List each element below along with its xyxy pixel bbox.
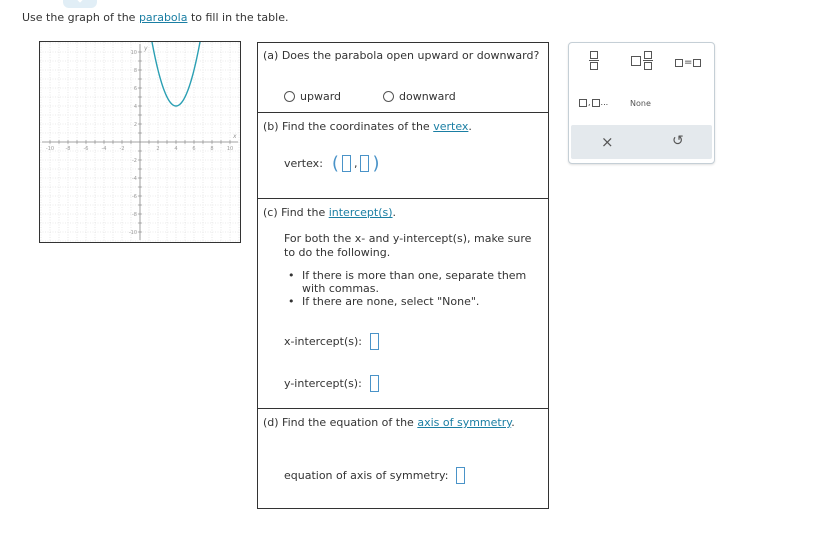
- instructions: Use the graph of the parabola to fill in the table.: [22, 11, 289, 24]
- y-tick-label: 10: [130, 50, 137, 56]
- x-tick-label: -6: [83, 146, 89, 152]
- part-c-question: (c) Find the intercept(s).: [263, 206, 397, 219]
- y-tick-label: -4: [132, 176, 137, 182]
- axis-symmetry-row: equation of axis of symmetry:: [284, 467, 465, 484]
- y-tick-label: 4: [133, 104, 137, 110]
- vertex-y-input[interactable]: [360, 155, 369, 172]
- fraction-icon: [589, 51, 599, 70]
- palette-actions: [571, 125, 712, 159]
- downward-radio[interactable]: downward: [383, 90, 456, 103]
- equation-button[interactable]: =: [675, 57, 701, 68]
- axis-of-symmetry-input[interactable]: [456, 467, 465, 484]
- equals-icon: [675, 59, 683, 67]
- part-b-question: (b) Find the coordinates of the vertex.: [263, 120, 472, 133]
- part-c-instructions: For both the x- and y-intercept(s), make sure to do the following.: [284, 232, 532, 259]
- y-tick-label: -10: [128, 230, 137, 236]
- x-tick-label: 10: [226, 146, 234, 152]
- part-c-cell: [258, 199, 548, 409]
- x-tick-label: 2: [156, 146, 160, 152]
- undo-icon[interactable]: ↺: [672, 133, 684, 149]
- x-tick-label: -10: [45, 146, 55, 152]
- y-intercept-input[interactable]: [370, 375, 379, 392]
- parabola-graph: [39, 41, 241, 243]
- sequence-icon: [579, 99, 587, 107]
- x-tick-label: 4: [174, 146, 178, 152]
- y-tick-label: 6: [133, 86, 137, 92]
- clear-icon[interactable]: ×: [601, 133, 614, 151]
- y-tick-label: -6: [132, 194, 137, 200]
- vertex-x-input[interactable]: [342, 155, 351, 172]
- y-tick-label: 2: [133, 122, 137, 128]
- y-intercept-row: y-intercept(s):: [284, 375, 379, 392]
- math-palette: [568, 42, 715, 164]
- part-d-cell: [258, 409, 548, 508]
- x-tick-label: 8: [210, 146, 214, 152]
- axis-of-symmetry-link[interactable]: axis of symmetry: [417, 416, 512, 429]
- x-tick-label: 6: [192, 146, 196, 152]
- x-tick-label: -2: [119, 146, 125, 152]
- x-tick-label: -4: [101, 146, 107, 152]
- part-d-question: (d) Find the equation of the axis of symmetry.: [263, 416, 515, 429]
- x-axis-label: x: [233, 133, 237, 140]
- upward-radio-circle[interactable]: [284, 91, 295, 102]
- collapse-tab[interactable]: [63, 0, 97, 8]
- part-b-cell: [258, 113, 548, 199]
- y-tick-label: -8: [132, 212, 137, 218]
- upward-radio[interactable]: upward: [284, 90, 341, 103]
- mixed-number-icon: [631, 56, 641, 66]
- part-a-cell: [258, 43, 548, 113]
- y-tick-label: -2: [132, 158, 137, 164]
- mixed-number-button[interactable]: [631, 51, 653, 70]
- fraction-button[interactable]: [589, 51, 599, 70]
- part-a-question: (a) Does the parabola open upward or downward?: [263, 49, 540, 62]
- vertex-link[interactable]: vertex: [433, 120, 469, 133]
- intercepts-link[interactable]: intercept(s): [328, 206, 393, 219]
- x-tick-label: -8: [65, 146, 71, 152]
- tick-labels: [46, 45, 237, 236]
- y-axis-label: y: [144, 45, 148, 52]
- none-button[interactable]: None: [630, 99, 651, 108]
- axes: [42, 44, 238, 240]
- vertex-input-row: vertex: ( , ): [284, 153, 380, 174]
- x-intercept-row: x-intercept(s):: [284, 333, 379, 350]
- graph-svg: [40, 42, 240, 242]
- x-intercept-input[interactable]: [370, 333, 379, 350]
- downward-radio-circle[interactable]: [383, 91, 394, 102]
- y-tick-label: 8: [133, 68, 137, 74]
- parabola-link[interactable]: parabola: [138, 11, 188, 24]
- sequence-button[interactable]: , ...: [579, 98, 608, 107]
- answer-table: [257, 42, 549, 509]
- part-c-bullets: • If there is more than one, separate them with commas. • If there are none, select "None".: [288, 269, 527, 308]
